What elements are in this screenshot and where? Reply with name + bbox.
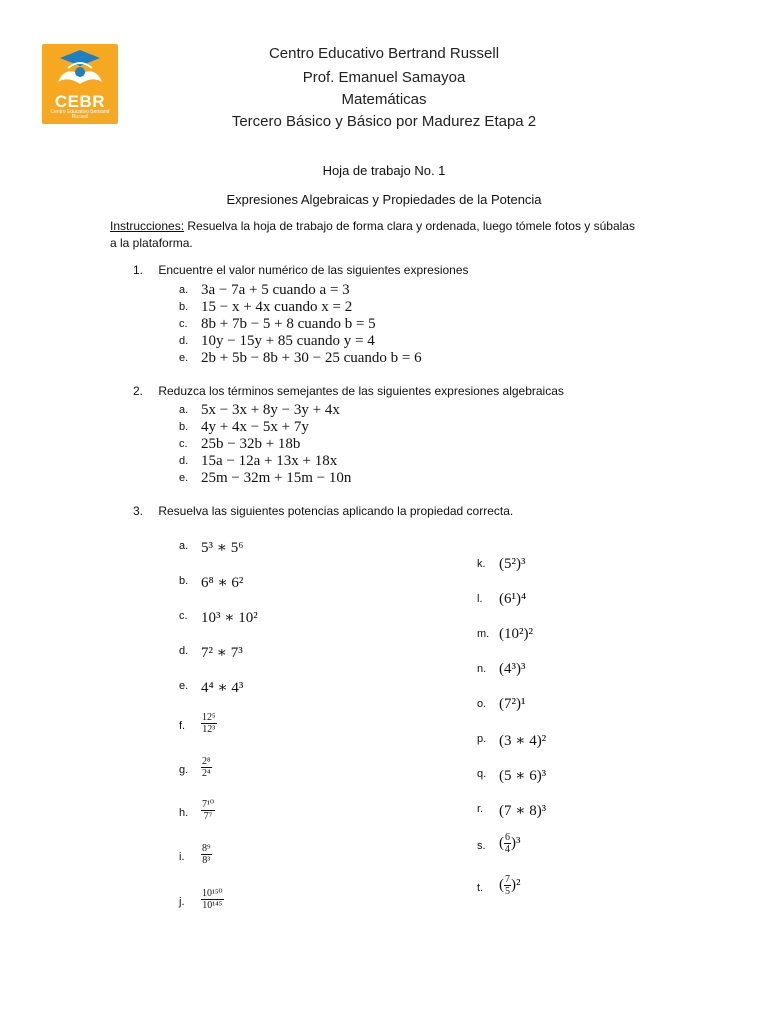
school-name: Centro Educativo Bertrand Russell — [268, 45, 500, 62]
question-3-prompt: Resuelva las siguientes potencias aplicando la propiedad correcta. — [158, 504, 514, 518]
logo-subtext: Centro Educativo Bertrand Russell — [50, 109, 110, 120]
worksheet-title: Hoja de trabajo No. 1 — [322, 163, 446, 178]
logo-text: CEBR — [54, 92, 106, 111]
question-1-number: 1. — [133, 263, 144, 277]
instructions — [110, 218, 640, 252]
fraction: $\frac{7}{5}$ — [505, 874, 510, 897]
question-2-number: 2. — [133, 384, 144, 398]
question-3-number: 3. — [133, 504, 144, 518]
grade-name: Tercero Básico y Básico por Madurez Etapa 2 — [231, 113, 537, 130]
question-2-prompt: Reduzca los términos semejantes de las siguientes expresiones algebraicas — [158, 384, 564, 398]
fraction: $\frac{\text{10¹⁵⁰}}{\text{10¹⁴⁵}}$ — [202, 888, 223, 911]
question-1 — [133, 263, 469, 277]
instructions-label: Instrucciones: — [110, 219, 185, 233]
fraction: $\frac{\text{7¹⁰}}{\text{7⁷}}$ — [202, 799, 215, 822]
question-3 — [133, 504, 513, 518]
subject-name: Matemáticas — [341, 91, 427, 108]
fraction: $\frac{\text{2⁸}}{\text{2⁴}}$ — [202, 756, 211, 779]
teacher-name: Prof. Emanuel Samayoa — [302, 69, 466, 86]
question-1-prompt: Encuentre el valor numérico de las siguientes expresiones — [158, 263, 469, 277]
worksheet-topic: Expresiones Algebraicas y Propiedades de la Potencia — [226, 192, 542, 207]
fraction: $\frac{\text{12⁵}}{\text{12³}}$ — [202, 712, 216, 735]
instructions-text: Resuelva la hoja de trabajo de forma clara y ordenada, luego tómele fotos y súbalas a la plataforma. — [110, 219, 635, 250]
question-2 — [133, 384, 564, 398]
fraction: $\frac{\text{8⁹}}{\text{8³}}$ — [202, 843, 211, 866]
fraction: $\frac{6}{4}$ — [505, 832, 510, 855]
